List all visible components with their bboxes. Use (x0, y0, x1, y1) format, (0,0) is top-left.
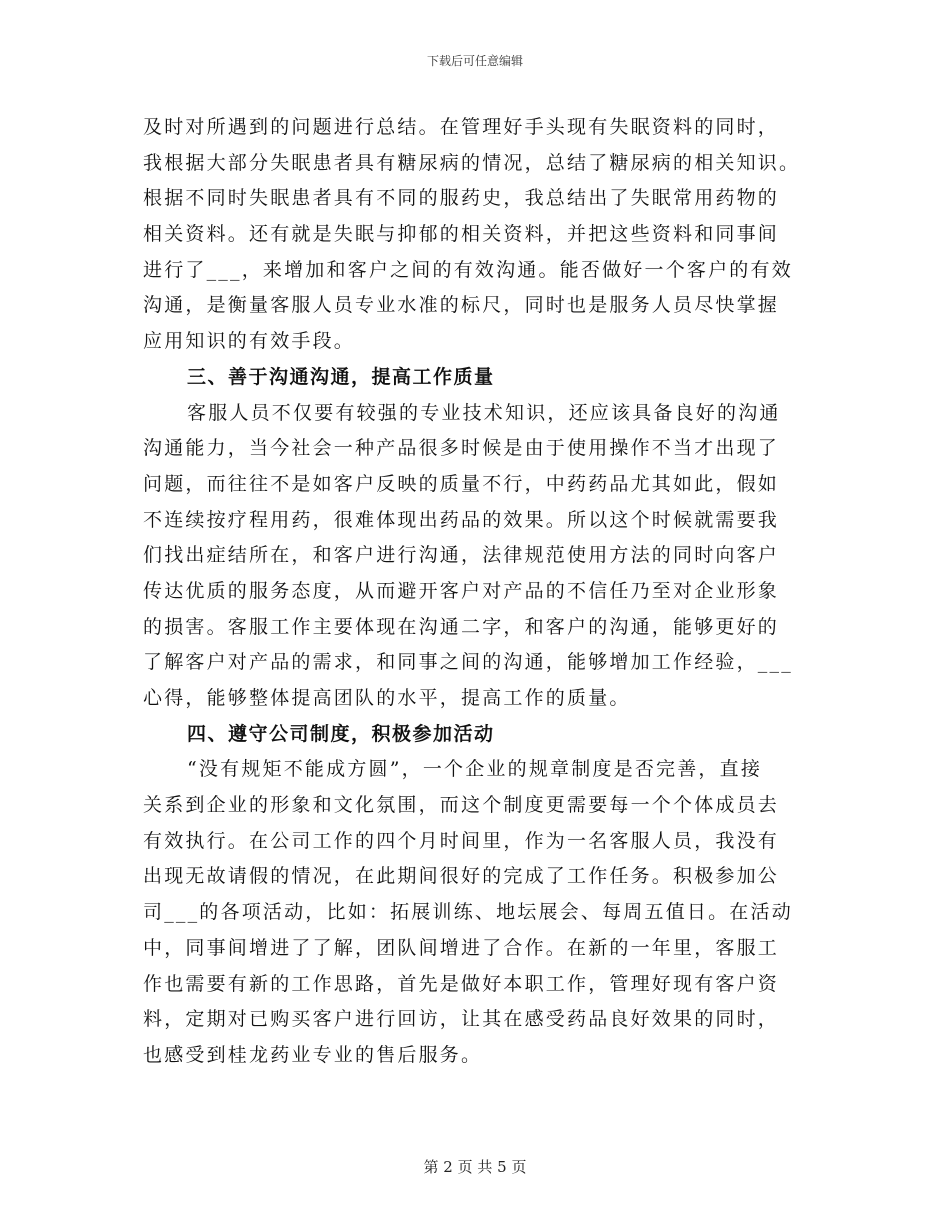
body-line: 作也需要有新的工作思路，首先是做好本职工作，管理好现有客户资 (143, 972, 780, 995)
body-line: 我根据大部分失眠患者具有糖尿病的情况，总结了糖尿病的相关知识。 (143, 151, 801, 174)
body-line: 了解客户对产品的需求，和同事之间的沟通，能够增加工作经验，___ (143, 651, 793, 674)
body-line: 料，定期对已购买客户进行回访，让其在感受药品良好效果的同时， (143, 1008, 780, 1031)
section-heading-4: 四、遵守公司制度，积极参加活动 (187, 722, 495, 745)
body-line: 也感受到桂龙药业专业的售后服务。 (143, 1043, 483, 1066)
body-line: 关系到企业的形象和文化氛围，而这个制度更需要每一个个体成员去 (143, 794, 780, 817)
body-line: 相关资料。还有就是失眠与抑郁的相关资料，并把这些资料和同事间 (143, 223, 780, 246)
body-line: 中，同事间增进了了解，团队间增进了合作。在新的一年里，客服工 (143, 936, 780, 959)
body-line: 沟通，是衡量客服人员专业水准的标尺，同时也是服务人员尽快掌握 (143, 294, 780, 317)
body-line: 的损害。客服工作主要体现在沟通二字，和客户的沟通，能够更好的 (143, 615, 780, 638)
body-line: 心得，能够整体提高团队的水平，提高工作的质量。 (143, 687, 631, 709)
body-line: 应用知识的有效手段。 (143, 330, 356, 353)
body-line: 根据不同时失眠患者具有不同的服药史，我总结出了失眠常用药物的 (143, 187, 780, 210)
body-line: 有效执行。在公司工作的四个月时间里，作为一名客服人员，我没有 (143, 829, 780, 852)
body-line: 问题，而往往不是如客户反映的质量不行，中药药品尤其如此，假如 (143, 472, 780, 495)
page-header: 下载后可任意编辑 (426, 54, 523, 68)
body-line: 司___的各项活动，比如：拓展训练、地坛展会、每周五值日。在活动 (143, 901, 793, 924)
body-line: 及时对所遇到的问题进行总结。在管理好手头现有失眠资料的同时， (143, 116, 780, 138)
body-line: 们找出症结所在，和客户进行沟通，法律规范使用方法的同时向客户 (143, 544, 780, 567)
page-footer: 第 2 页 共 5 页 (423, 1158, 527, 1176)
body-line: 传达优质的服务态度，从而避开客户对产品的不信任乃至对企业形象 (143, 579, 780, 602)
document-body (143, 110, 813, 1074)
section-heading-3: 三、善于沟通沟通，提高工作质量 (187, 365, 495, 388)
body-line: 出现无故请假的情况，在此期间很好的完成了工作任务。积极参加公 (143, 865, 780, 888)
body-line: 客服人员不仅要有较强的专业技术知识，还应该具备良好的沟通 (187, 401, 781, 424)
body-line: 沟通能力，当今社会一种产品很多时候是由于使用操作不当才出现了 (143, 437, 780, 460)
body-line: 进行了___，来增加和客户之间的有效沟通。能否做好一个客户的有效 (143, 258, 793, 281)
body-line: 不连续按疗程用药，很难体现出药品的效果。所以这个时候就需要我 (143, 508, 780, 531)
body-line: “没有规矩不能成方圆”，一个企业的规章制度是否完善，直接 (187, 758, 763, 781)
